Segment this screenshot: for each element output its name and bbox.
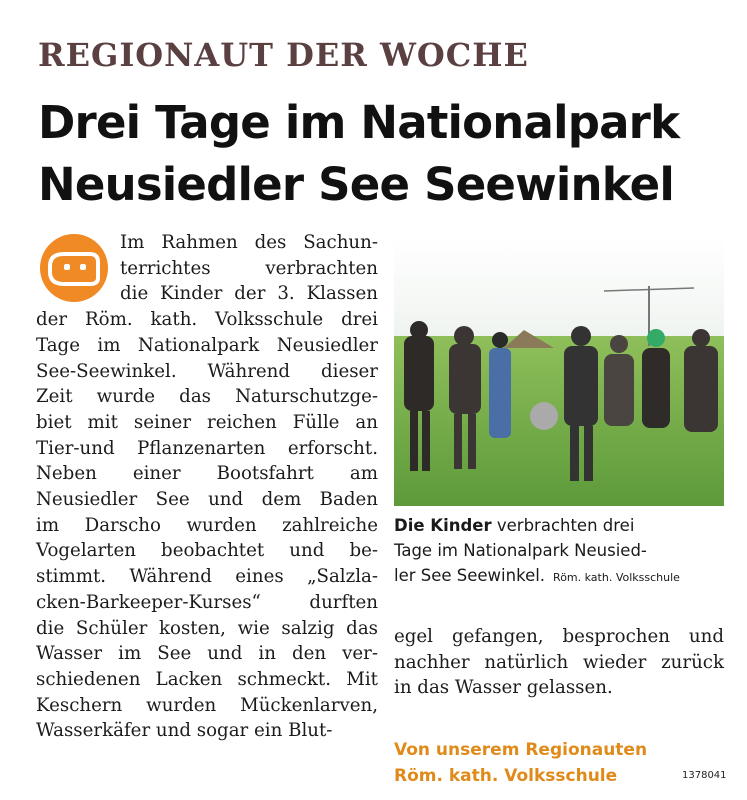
body-line: egel gefangen, besprochen und [394, 626, 724, 647]
headline [38, 92, 738, 216]
body-line: schiedenen Lacken schmeckt. Mit [36, 668, 378, 690]
body-line: Vogelarten beobachtet und be- [36, 540, 378, 562]
headline-line-1: Drei Tage im Nationalpark [38, 96, 680, 149]
photo-caption [394, 513, 734, 590]
body-line: Zeit wurde das Naturschutzge- [36, 386, 378, 408]
body-line: Neben einer Bootsfahrt am [36, 463, 378, 485]
body-line: terrichtes verbrachten [120, 257, 378, 279]
author-signoff [394, 737, 647, 789]
body-line: biet mit seiner reichen Fülle an [36, 411, 378, 433]
body-line: Wasser im See und in den ver- [36, 643, 378, 665]
body-line: Tage im Nationalpark Neusiedler [36, 334, 378, 356]
signoff-line-1: Von unserem Regionauten [394, 740, 648, 760]
caption-text: verbrachten drei [491, 516, 635, 535]
kicker: REGIONAUT DER WOCHE [38, 36, 529, 74]
body-line: cken-Barkeeper-Kurses“ durften [36, 591, 378, 613]
body-line: Tier-und Pflanzenarten erforscht. [36, 437, 378, 459]
body-line: in das Wasser gelassen. [394, 677, 613, 699]
body-line: die Kinder der 3. Klassen [120, 283, 378, 305]
signoff-line-2: Röm. kath. Volksschule [394, 766, 618, 786]
caption-text: ler See Seewinkel. [394, 566, 546, 585]
body-line: der Röm. kath. Volksschule drei [36, 309, 378, 331]
headline-line-2: Neusiedler See Seewinkel [38, 158, 675, 211]
body-line: See-Seewinkel. Während dieser [36, 360, 378, 382]
body-line: nachher natürlich wieder zurück [394, 651, 724, 673]
article-code: 1378041 [682, 770, 727, 781]
article-photo [394, 236, 724, 506]
body-column-2 [394, 624, 724, 701]
photo-credit: Röm. kath. Volksschule [553, 571, 680, 584]
body-line: Im Rahmen des Sachun- [120, 232, 378, 253]
caption-bold: Die Kinder [394, 516, 492, 535]
body-line: Neusiedler See und dem Baden [36, 489, 378, 511]
body-line: stimmt. Während eines „Salzla- [36, 566, 378, 588]
body-line: Keschern wurden Mückenlarven, [36, 694, 378, 716]
body-line: die Schüler kosten, wie salzig das [36, 617, 378, 639]
body-column-1 [36, 230, 378, 744]
caption-text: Tage im Nationalpark Neusied- [394, 541, 647, 560]
body-line: Wasserkäfer und sogar ein Blut- [36, 720, 333, 742]
body-line: im Darscho wurden zahlreiche [36, 514, 378, 536]
